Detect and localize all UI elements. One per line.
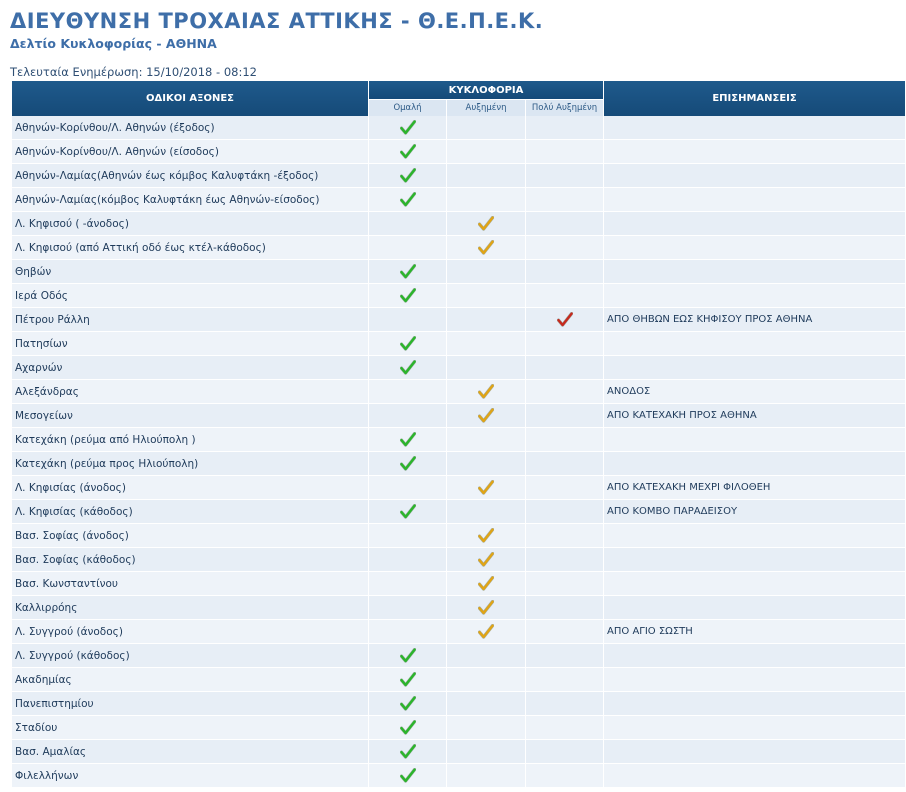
status-cell-very-increased	[526, 428, 604, 452]
status-cell-normal	[369, 332, 447, 356]
table-row	[12, 284, 906, 308]
header-increased: Αυξημένη	[447, 99, 526, 116]
status-cell-increased	[447, 692, 526, 716]
status-cell-increased	[447, 500, 526, 524]
table-row	[12, 404, 906, 428]
status-cell-increased	[447, 188, 526, 212]
note-text	[604, 668, 906, 692]
header-roads: ΟΔΙΚΟΙ ΑΞΟΝΕΣ	[12, 81, 369, 116]
road-name: Φιλελλήνων	[12, 764, 369, 788]
checkmark-icon	[400, 744, 416, 759]
note-text	[604, 692, 906, 716]
status-cell-increased	[447, 332, 526, 356]
table-row	[12, 140, 906, 164]
status-cell-very-increased	[526, 764, 604, 788]
status-cell-increased	[447, 572, 526, 596]
note-text	[604, 284, 906, 308]
status-cell-increased	[447, 716, 526, 740]
note-text	[604, 740, 906, 764]
table-row	[12, 212, 906, 236]
table-row	[12, 188, 906, 212]
page-title: ΔΙΕΥΘΥΝΣΗ ΤΡΟΧΑΙΑΣ ΑΤΤΙΚΗΣ - Θ.Ε.Π.Ε.Κ.	[10, 9, 544, 33]
road-name: Κατεχάκη (ρεύμα προς Ηλιούπολη)	[12, 452, 369, 476]
status-cell-increased	[447, 356, 526, 380]
table-row	[12, 260, 906, 284]
status-cell-very-increased	[526, 116, 604, 140]
table-row	[12, 716, 906, 740]
status-cell-very-increased	[526, 188, 604, 212]
road-name: Λ. Συγγρού (κάθοδος)	[12, 644, 369, 668]
checkmark-icon	[478, 624, 494, 639]
road-name: Πέτρου Ράλλη	[12, 308, 369, 332]
checkmark-icon	[478, 600, 494, 615]
checkmark-icon	[478, 408, 494, 423]
status-cell-normal	[369, 500, 447, 524]
status-cell-increased	[447, 452, 526, 476]
header-traffic: ΚΥΚΛΟΦΟΡΙΑ	[369, 81, 604, 99]
road-name: Ιερά Οδός	[12, 284, 369, 308]
status-cell-very-increased	[526, 476, 604, 500]
status-cell-very-increased	[526, 164, 604, 188]
note-text	[604, 236, 906, 260]
checkmark-icon	[400, 648, 416, 663]
checkmark-icon	[400, 120, 416, 135]
road-name: Πατησίων	[12, 332, 369, 356]
checkmark-icon	[400, 456, 416, 471]
header-normal: Ομαλή	[369, 99, 447, 116]
status-cell-normal	[369, 404, 447, 428]
status-cell-increased	[447, 116, 526, 140]
status-cell-normal	[369, 260, 447, 284]
status-cell-normal	[369, 452, 447, 476]
road-name: Αθηνών-Λαμίας(Αθηνών έως κόμβος Καλυφτάκη -έξοδος)	[12, 164, 369, 188]
checkmark-icon	[400, 264, 416, 279]
page-subtitle: Δελτίο Κυκλοφορίας - ΑΘΗΝΑ	[10, 36, 217, 51]
header-very-increased: Πολύ Αυξημένη	[526, 99, 604, 116]
status-cell-normal	[369, 644, 447, 668]
checkmark-icon	[478, 216, 494, 231]
checkmark-icon	[478, 528, 494, 543]
status-cell-very-increased	[526, 500, 604, 524]
road-name: Λ. Συγγρού (άνοδος)	[12, 620, 369, 644]
status-cell-increased	[447, 524, 526, 548]
note-text	[604, 140, 906, 164]
status-cell-normal	[369, 692, 447, 716]
table-row	[12, 164, 906, 188]
checkmark-icon	[400, 768, 416, 783]
note-text	[604, 260, 906, 284]
status-cell-normal	[369, 524, 447, 548]
status-cell-very-increased	[526, 308, 604, 332]
note-text: ΑΠΟ ΚΑΤΕΧΑΚΗ ΜΕΧΡΙ ΦΙΛΟΘΕΗ	[604, 476, 906, 500]
table-row	[12, 428, 906, 452]
checkmark-icon	[400, 336, 416, 351]
table-row	[12, 572, 906, 596]
table-row	[12, 620, 906, 644]
status-cell-very-increased	[526, 212, 604, 236]
table-row	[12, 236, 906, 260]
status-cell-very-increased	[526, 284, 604, 308]
table-row	[12, 332, 906, 356]
road-name: Βασ. Σοφίας (άνοδος)	[12, 524, 369, 548]
status-cell-normal	[369, 596, 447, 620]
table-row	[12, 452, 906, 476]
note-text	[604, 572, 906, 596]
note-text	[604, 356, 906, 380]
road-name: Καλλιρρόης	[12, 596, 369, 620]
note-text	[604, 548, 906, 572]
status-cell-increased	[447, 284, 526, 308]
note-text: ΑΠΟ ΚΟΜΒΟ ΠΑΡΑΔΕΙΣΟΥ	[604, 500, 906, 524]
table-row	[12, 668, 906, 692]
road-name: Λ. Κηφισού (από Αττική οδό έως κτέλ-κάθοδος)	[12, 236, 369, 260]
status-cell-increased	[447, 668, 526, 692]
note-text	[604, 452, 906, 476]
road-name: Αθηνών-Κορίνθου/Λ. Αθηνών (είσοδος)	[12, 140, 369, 164]
checkmark-icon	[478, 552, 494, 567]
status-cell-increased	[447, 476, 526, 500]
status-cell-increased	[447, 548, 526, 572]
checkmark-icon	[478, 480, 494, 495]
status-cell-normal	[369, 572, 447, 596]
note-text	[604, 116, 906, 140]
status-cell-increased	[447, 620, 526, 644]
note-text	[604, 188, 906, 212]
table-row	[12, 380, 906, 404]
table-row	[12, 356, 906, 380]
status-cell-very-increased	[526, 644, 604, 668]
status-cell-very-increased	[526, 404, 604, 428]
road-name: Κατεχάκη (ρεύμα από Ηλιούπολη )	[12, 428, 369, 452]
checkmark-icon	[478, 576, 494, 591]
status-cell-very-increased	[526, 620, 604, 644]
status-cell-increased	[447, 596, 526, 620]
table-row	[12, 308, 906, 332]
note-text	[604, 716, 906, 740]
note-text	[604, 596, 906, 620]
checkmark-icon	[557, 312, 573, 327]
road-name: Πανεπιστημίου	[12, 692, 369, 716]
status-cell-normal	[369, 740, 447, 764]
checkmark-icon	[400, 288, 416, 303]
status-cell-increased	[447, 740, 526, 764]
status-cell-increased	[447, 140, 526, 164]
table-row	[12, 644, 906, 668]
status-cell-very-increased	[526, 548, 604, 572]
note-text	[604, 212, 906, 236]
status-cell-increased	[447, 380, 526, 404]
status-cell-normal	[369, 164, 447, 188]
status-cell-increased	[447, 308, 526, 332]
road-name: Σταδίου	[12, 716, 369, 740]
table-row	[12, 596, 906, 620]
status-cell-very-increased	[526, 716, 604, 740]
header-notes: ΕΠΙΣΗΜΑΝΣΕΙΣ	[604, 81, 906, 116]
status-cell-normal	[369, 620, 447, 644]
status-cell-normal	[369, 212, 447, 236]
status-cell-normal	[369, 188, 447, 212]
status-cell-normal	[369, 308, 447, 332]
road-name: Αθηνών-Λαμίας(κόμβος Καλυφτάκη έως Αθηνών-είσοδος)	[12, 188, 369, 212]
status-cell-increased	[447, 260, 526, 284]
status-cell-very-increased	[526, 524, 604, 548]
note-text	[604, 332, 906, 356]
checkmark-icon	[400, 504, 416, 519]
table-row	[12, 692, 906, 716]
status-cell-normal	[369, 140, 447, 164]
checkmark-icon	[400, 168, 416, 183]
status-cell-very-increased	[526, 740, 604, 764]
traffic-rows	[12, 116, 906, 788]
status-cell-very-increased	[526, 692, 604, 716]
status-cell-increased	[447, 236, 526, 260]
checkmark-icon	[478, 240, 494, 255]
status-cell-very-increased	[526, 452, 604, 476]
note-text	[604, 644, 906, 668]
status-cell-normal	[369, 236, 447, 260]
road-name: Βασ. Κωνσταντίνου	[12, 572, 369, 596]
note-text: ΑΠΟ ΑΓΙΟ ΣΩΣΤΗ	[604, 620, 906, 644]
road-name: Βασ. Σοφίας (κάθοδος)	[12, 548, 369, 572]
status-cell-normal	[369, 116, 447, 140]
checkmark-icon	[400, 144, 416, 159]
status-cell-increased	[447, 212, 526, 236]
status-cell-increased	[447, 428, 526, 452]
note-text	[604, 764, 906, 788]
table-row	[12, 500, 906, 524]
road-name: Μεσογείων	[12, 404, 369, 428]
note-text: ΑΠΟ ΚΑΤΕΧΑΚΗ ΠΡΟΣ ΑΘΗΝΑ	[604, 404, 906, 428]
status-cell-very-increased	[526, 236, 604, 260]
road-name: Λ. Κηφισού ( -άνοδος)	[12, 212, 369, 236]
road-name: Ακαδημίας	[12, 668, 369, 692]
note-text: ΑΝΟΔΟΣ	[604, 380, 906, 404]
table-row	[12, 116, 906, 140]
checkmark-icon	[400, 672, 416, 687]
note-text: ΑΠΟ ΘΗΒΩΝ ΕΩΣ ΚΗΦΙΣΟΥ ΠΡΟΣ ΑΘΗΝΑ	[604, 308, 906, 332]
table-row	[12, 476, 906, 500]
status-cell-very-increased	[526, 356, 604, 380]
status-cell-normal	[369, 716, 447, 740]
note-text	[604, 524, 906, 548]
checkmark-icon	[400, 192, 416, 207]
road-name: Θηβών	[12, 260, 369, 284]
status-cell-normal	[369, 764, 447, 788]
table-row	[12, 524, 906, 548]
note-text	[604, 164, 906, 188]
status-cell-normal	[369, 476, 447, 500]
checkmark-icon	[400, 432, 416, 447]
status-cell-normal	[369, 668, 447, 692]
status-cell-normal	[369, 428, 447, 452]
status-cell-very-increased	[526, 380, 604, 404]
status-cell-very-increased	[526, 596, 604, 620]
status-cell-increased	[447, 404, 526, 428]
road-name: Λ. Κηφισίας (κάθοδος)	[12, 500, 369, 524]
traffic-table	[12, 81, 906, 788]
checkmark-icon	[400, 720, 416, 735]
road-name: Βασ. Αμαλίας	[12, 740, 369, 764]
status-cell-normal	[369, 284, 447, 308]
status-cell-very-increased	[526, 260, 604, 284]
status-cell-increased	[447, 644, 526, 668]
road-name: Αλεξάνδρας	[12, 380, 369, 404]
status-cell-very-increased	[526, 332, 604, 356]
status-cell-very-increased	[526, 668, 604, 692]
road-name: Λ. Κηφισίας (άνοδος)	[12, 476, 369, 500]
status-cell-very-increased	[526, 572, 604, 596]
table-row	[12, 548, 906, 572]
checkmark-icon	[400, 360, 416, 375]
status-cell-increased	[447, 764, 526, 788]
status-cell-very-increased	[526, 140, 604, 164]
last-update-text: Τελευταία Ενημέρωση: 15/10/2018 - 08:12	[10, 65, 257, 79]
road-name: Αθηνών-Κορίνθου/Λ. Αθηνών (έξοδος)	[12, 116, 369, 140]
status-cell-normal	[369, 380, 447, 404]
road-name: Αχαρνών	[12, 356, 369, 380]
checkmark-icon	[400, 696, 416, 711]
table-row	[12, 740, 906, 764]
status-cell-normal	[369, 548, 447, 572]
status-cell-normal	[369, 356, 447, 380]
checkmark-icon	[478, 384, 494, 399]
note-text	[604, 428, 906, 452]
status-cell-increased	[447, 164, 526, 188]
table-row	[12, 764, 906, 788]
